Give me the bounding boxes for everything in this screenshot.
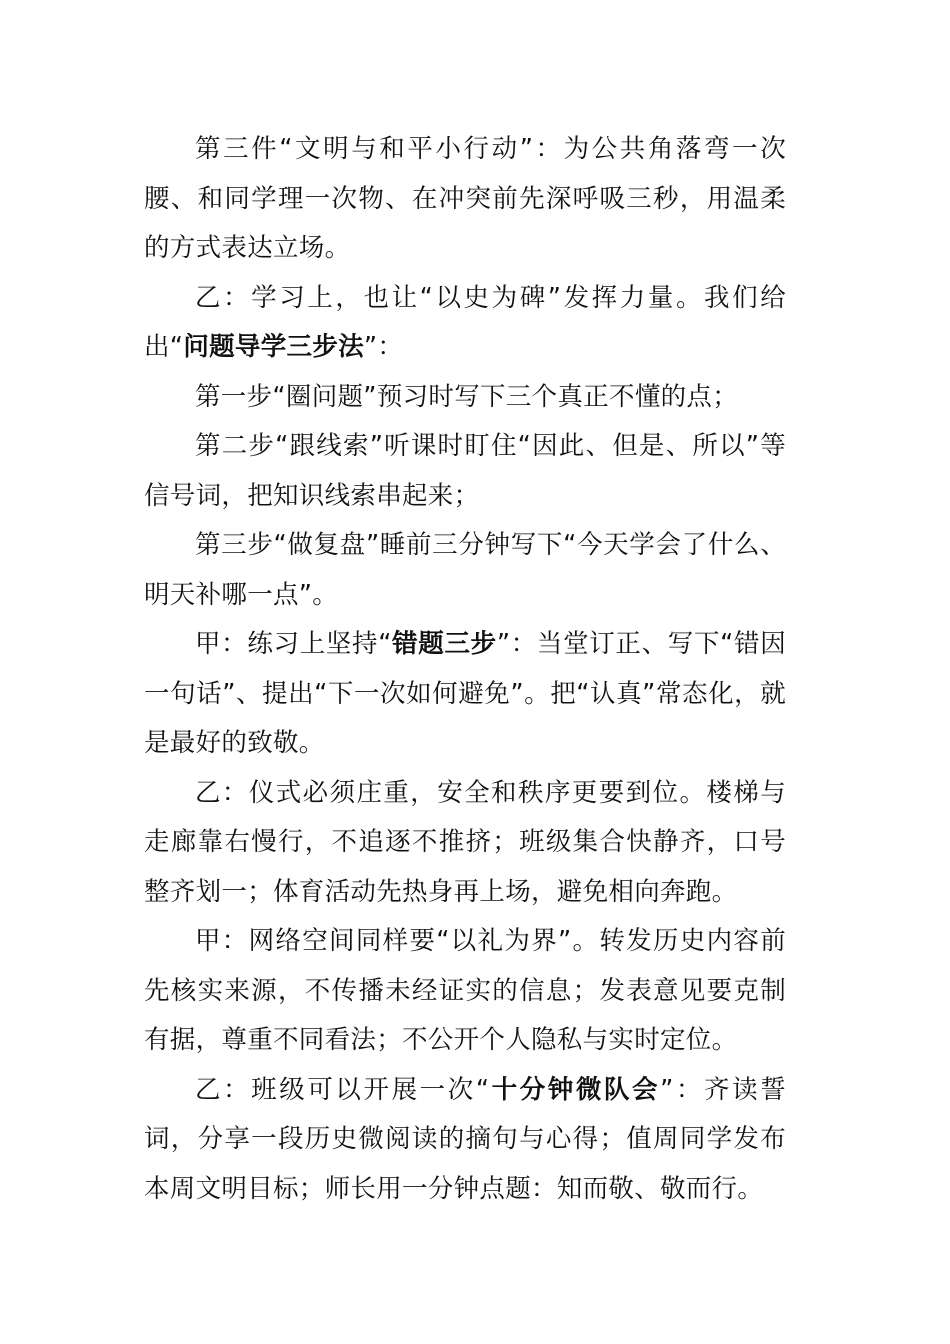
bold-term: 错题三步	[391, 629, 497, 659]
paragraph-safety-order	[144, 769, 786, 918]
text-run: 乙：学习上，也让“以史为碑”发挥力量。我们给出“	[144, 282, 786, 362]
text-run: 甲：网络空间同样要“以礼为界”。转发历史内容前先核实来源，不传播未经证实的信息；发表意见要克制有据，尊重不同看法；不公开个人隐私与实时定位。	[144, 926, 786, 1055]
document-page	[144, 125, 786, 1214]
text-run: ”：	[363, 332, 404, 362]
paragraph-step-two	[144, 422, 786, 521]
text-run: 第三件“文明与和平小行动”：为公共角落弯一次腰、和同学理一次物、在冲突前先深呼吸三秒，用温柔的方式表达立场。	[144, 134, 786, 263]
text-run: 第二步“跟线索”听课时盯住“因此、但是、所以”等信号词，把知识线索串起来；	[144, 431, 786, 511]
paragraph-step-one	[144, 373, 786, 423]
text-run: 乙：仪式必须庄重，安全和秩序更要到位。楼梯与走廊靠右慢行，不追逐不推挤；班级集合快静齐，口号整齐划一；体育活动先热身再上场，避免相向奔跑。	[144, 777, 786, 907]
text-run: 第三步“做复盘”睡前三分钟写下“今天学会了什么、明天补哪一点”。	[144, 530, 786, 610]
paragraph-civility-actions	[144, 125, 786, 274]
paragraph-online-conduct	[144, 917, 786, 1066]
paragraph-class-meeting	[144, 1066, 786, 1215]
text-run: ”：齐读誓词，分享一段历史微阅读的摘句与心得；值周同学发布本周文明目标；师长用一分钟点题：知而敬、敬而行。	[144, 1074, 787, 1204]
paragraph-step-three	[144, 521, 786, 620]
text-run: 乙：班级可以开展一次“	[195, 1074, 490, 1105]
text-run: 甲：练习上坚持“	[195, 629, 392, 659]
bold-term: 问题导学三步法	[183, 332, 364, 362]
text-run: ”：当堂订正、写下“错因一句话”、提出“下一次如何避免”。把“认真”常态化，就是最好的致敬。	[144, 629, 786, 758]
bold-term: 十分钟微队会	[489, 1074, 661, 1105]
paragraph-learning-history	[144, 274, 786, 373]
paragraph-error-steps	[144, 620, 786, 769]
text-run: 第一步“圈问题”预习时写下三个真正不懂的点；	[195, 381, 739, 412]
